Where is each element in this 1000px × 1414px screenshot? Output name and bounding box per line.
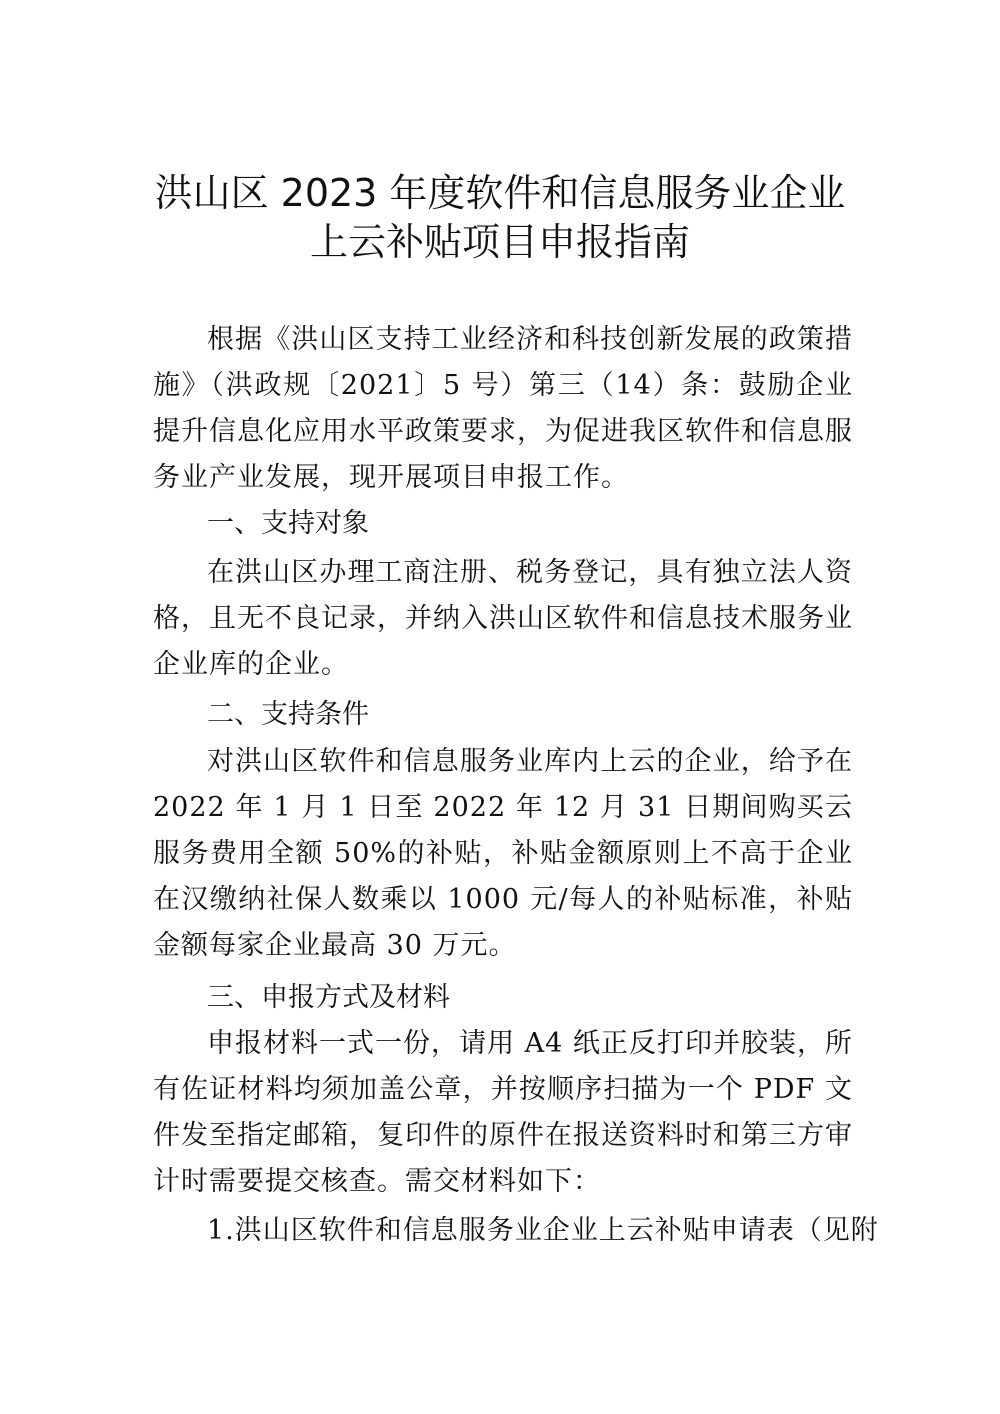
document-title-line-2: 上云补贴项目申报指南: [309, 220, 690, 264]
intro-paragraph: 根据《洪山区支持工业经济和科技创新发展的政策措施》（洪政规〔2021〕5 号）第三（14）条：鼓励企业提升信息化应用水平政策要求，为促进我区软件和信息服务业产业发展，现开展项目申报工作。: [153, 324, 853, 493]
section-3-heading: 三、申报方式及材料: [207, 982, 450, 1013]
section-3-paragraph: 申报材料一式一份，请用 A4 纸正反打印并胶装，所有佐证材料均须加盖公章，并按顺序扫描为一个 PDF 文件发至指定邮箱，复印件的原件在报送资料时和第三方审计时需要提交核查。需交材料如下：: [153, 1028, 853, 1197]
section-1-paragraph: 在洪山区办理工商注册、税务登记，具有独立法人资格，且无不良记录，并纳入洪山区软件和信息技术服务业企业库的企业。: [153, 557, 853, 680]
section-1-heading: 一、支持对象: [207, 508, 369, 539]
document-title-line-1: 洪山区 2023 年度软件和信息服务业企业: [154, 171, 846, 215]
section-2-heading: 二、支持条件: [207, 699, 369, 730]
section-2-paragraph: 对洪山区软件和信息服务业库内上云的企业，给予在 2022 年 1 月 1 日至 2022 年 12 月 31 日期间购买云服务费用全额 50%的补贴，补贴金额原则上不高于企业在汉缴纳社保人数乘以 1000 元/每人的补贴标准，补贴金额每家企业最高 30 万元。: [153, 746, 853, 961]
material-item-1: 1.洪山区软件和信息服务业企业上云补贴申请表（见附: [207, 1215, 879, 1246]
